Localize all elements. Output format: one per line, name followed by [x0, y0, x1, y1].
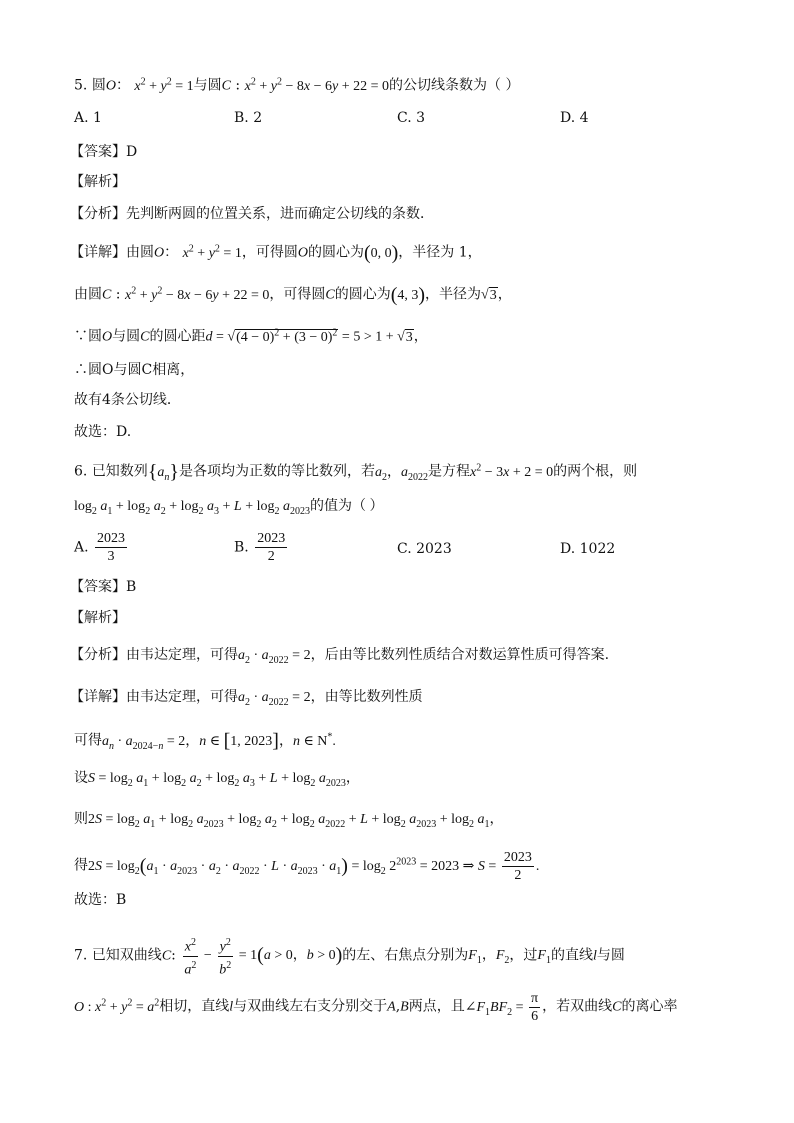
q6-option-a: A. $\frac{2023}{3}$: [74, 531, 126, 564]
q6-xiangjie-5: 得$2S = \log_2(a_1 \cdot a_{2023} \cdot a_2 \cdot a_{2022} \cdot L \cdot a_{2023} \cdot a_1) = \log_2 2^{2023} = 2023$ ⇒ S = $\frac{2023}{2}$ .: [74, 850, 540, 883]
q5-option-a: A. 1: [74, 110, 102, 126]
q6-xiangjie-4: 则$2S = \log_2 a_1 + \log_2 a_{2023} + \log_2 a_2 + \log_2 a_{2022} + L + \log_2 a_{2023} + \log_2 a_1$，: [74, 811, 504, 830]
q6-analysis-label: 【解析】: [70, 610, 126, 626]
q5-xiangjie-2: 由圆C : $x^2 + y^2 - 8x - 6y + 22 = 0$，可得圆C的圆心为(4, 3)，半径为√3，: [74, 283, 512, 306]
q6-fenxi: 【分析】由韦达定理，可得$a_2 \cdot a_{2022} = 2$，后由等比数列性质结合对数运算性质可得答案.: [70, 647, 610, 666]
q5-xiangjie-6: 故选：D.: [74, 424, 132, 440]
q6-option-c: C. 2023: [397, 541, 452, 557]
q5-xiangjie-3: ∵圆O与圆C的圆心距$d = √(4 - 0)^2 + (3 - 0)^2 = 5 > 1 + √3$，: [74, 327, 428, 345]
q5-analysis-label: 【解析】: [70, 174, 126, 190]
q5-xiangjie-5: 故有4条公切线．: [74, 392, 181, 408]
q5-option-d: D. 4: [560, 110, 589, 126]
q6-line-end: 故选：B: [74, 892, 127, 908]
q5-xiangjie-4: ∴圆O与圆C相离，: [74, 362, 195, 378]
q6-answer: 【答案】B: [70, 579, 137, 595]
q7-stem: 7. 已知双曲线C: $\frac{x^2}{a^2}$ − $\frac{y^2}{b^2}$ = 1(a > 0，b > 0)的左、右焦点分别为$F_1$，$F_2$，过$F_1$的直线l与圆: [74, 934, 625, 978]
q5-xiangjie-1: 【详解】由圆O： $x^2 + y^2 = 1$，可得圆O的圆心为(0, 0)，半径为 1，: [70, 241, 482, 264]
q5-stem: 5. 圆O： $x^2 + y^2 = 1$与圆C : $x^2 + y^2 - 8x - 6y + 22 = 0$的公切线条数为（ ）: [74, 76, 520, 94]
q6-option-d: D. 1022: [560, 541, 616, 557]
q5-option-b: B. 2: [234, 110, 263, 126]
q6-xiangjie-3: 设$S = \log_2 a_1 + \log_2 a_2 + \log_2 a_3 + L + \log_2 a_{2023}$，: [74, 770, 360, 789]
q6-xiangjie-2: 可得$a_n \cdot a_{2024-n} = 2$，n ∈ [1, 2023]，n ∈ N*.: [74, 729, 336, 752]
q6-xiangjie-1: 【详解】由韦达定理，可得$a_2 \cdot a_{2022} = 2$，由等比数列性质: [70, 689, 423, 708]
q6-option-b: B. $\frac{2023}{2}$: [234, 531, 286, 564]
q6-stem: 6. 已知数列$\{a_n\}$是各项均为正数的等比数列，若$a_2$，$a_{2022}$是方程$x^2 - 3x + 2 = 0$的两个根，则: [74, 460, 638, 483]
q6-stem-2: $\log_2 a_1 + \log_2 a_2 + \log_2 a_3 + L + \log_2 a_{2023}$的值为（ ）: [74, 499, 384, 517]
q5-answer: 【答案】D: [70, 144, 138, 160]
q5-option-c: C. 3: [397, 110, 426, 126]
q5-fenxi: 【分析】先判断两圆的位置关系，进而确定公切线的条数．: [70, 206, 434, 222]
q7-stem-2: O : $x^2 + y^2 = a^2$相切，直线l与双曲线左右支分别交于A,B两点，且$\angle F_1BF_2$ = $\frac{\pi}{6}$ ，若双曲线C的离心率: [74, 991, 678, 1024]
